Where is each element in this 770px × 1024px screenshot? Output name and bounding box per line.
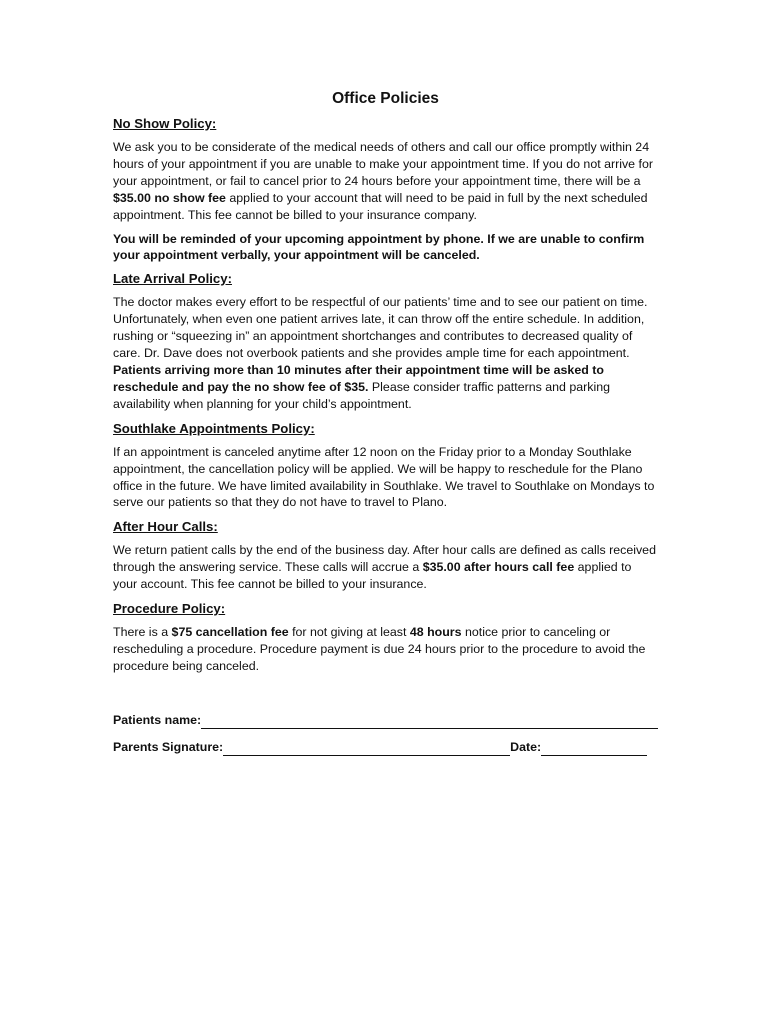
procedure-heading: Procedure Policy: bbox=[113, 601, 226, 617]
no-show-paragraph bbox=[113, 139, 658, 224]
policy-document bbox=[113, 88, 658, 765]
late-arrival-text-a: The doctor makes every effort to be respectful of our patients’ time and to see our patient on time. Unfortunately, when even one patient arrives late, it can throw off the entire schedule. In addition, rushing or “squeezing in” an appointment shortchanges and contributes to decreased quality of care. Dr. Dave does not overbook patients and she provides ample time for each appointment. bbox=[113, 295, 648, 361]
page-title: Office Policies bbox=[332, 90, 439, 107]
late-arrival-bold-text: Patients arriving more than 10 minutes after their appointment time will be asked to reschedule and pay the no show fee of $35. bbox=[113, 362, 604, 394]
late-arrival-paragraph bbox=[113, 294, 658, 412]
procedure-text-c: for not giving at least bbox=[288, 625, 410, 640]
reminder-notice: You will be reminded of your upcoming appointment by phone. If we are unable to confirm your appointment verbally, your appointment will be canceled. bbox=[113, 231, 645, 263]
patients-name-label: Patients name: bbox=[113, 712, 202, 727]
after-hours-paragraph bbox=[113, 542, 658, 593]
southlake-paragraph: If an appointment is canceled anytime after 12 noon on the Friday prior to a Monday Southlake appointment, the cancellation policy will be applied. We will be happy to reschedule for the Plano office in the future. We have limited availability in Southlake. We travel to Southlake on Mondays to serve our patients so that they do not have to travel to Plano. bbox=[113, 444, 655, 510]
procedure-hours-text: 48 hours bbox=[409, 625, 462, 640]
parents-signature-label: Parents Signature: bbox=[113, 739, 224, 754]
patients-name-field[interactable] bbox=[201, 715, 658, 729]
after-hours-heading: After Hour Calls: bbox=[113, 519, 218, 535]
no-show-heading: No Show Policy: bbox=[113, 116, 217, 131]
procedure-text-e: notice prior to canceling or rescheduling a procedure. Procedure payment is due 24 hours prior to the procedure to avoid the procedure being canceled. bbox=[113, 625, 646, 673]
date-field[interactable] bbox=[541, 742, 647, 756]
procedure-text-a: There is a bbox=[113, 625, 172, 640]
procedure-fee-text: $75 cancellation fee bbox=[171, 625, 289, 640]
southlake-heading: Southlake Appointments Policy: bbox=[113, 420, 315, 436]
after-hours-text-c: applied to your account. This fee cannot be billed to your insurance. bbox=[113, 560, 632, 592]
no-show-text-a: We ask you to be considerate of the medical needs of others and call our office promptly within 24 hours of your appointment if you are unable to make your appointment time. If you do not arrive for your appointment, or fail to cancel prior to 24 hours before your appointment time, there will be a bbox=[113, 140, 653, 188]
no-show-fee-text: $35.00 no show fee bbox=[113, 190, 226, 205]
procedure-paragraph bbox=[113, 624, 658, 675]
after-hours-fee-text: $35.00 after hours call fee bbox=[422, 560, 575, 575]
late-arrival-text-c: Please consider traffic patterns and parking availability when planning for your child’s appointment. bbox=[113, 379, 610, 411]
no-show-text-c: applied to your account that will need to be paid in full by the next scheduled appointment. This fee cannot be billed to your insurance company. bbox=[113, 190, 648, 222]
parents-signature-field[interactable] bbox=[223, 742, 510, 756]
parents-signature-row bbox=[113, 738, 658, 756]
signature-section bbox=[113, 711, 658, 756]
date-label: Date: bbox=[510, 739, 542, 754]
late-arrival-heading: Late Arrival Policy: bbox=[113, 271, 232, 287]
patients-name-row bbox=[113, 711, 658, 729]
after-hours-text-a: We return patient calls by the end of the business day. After hour calls are defined as calls received through the answering service. These calls will accrue a bbox=[113, 543, 656, 575]
